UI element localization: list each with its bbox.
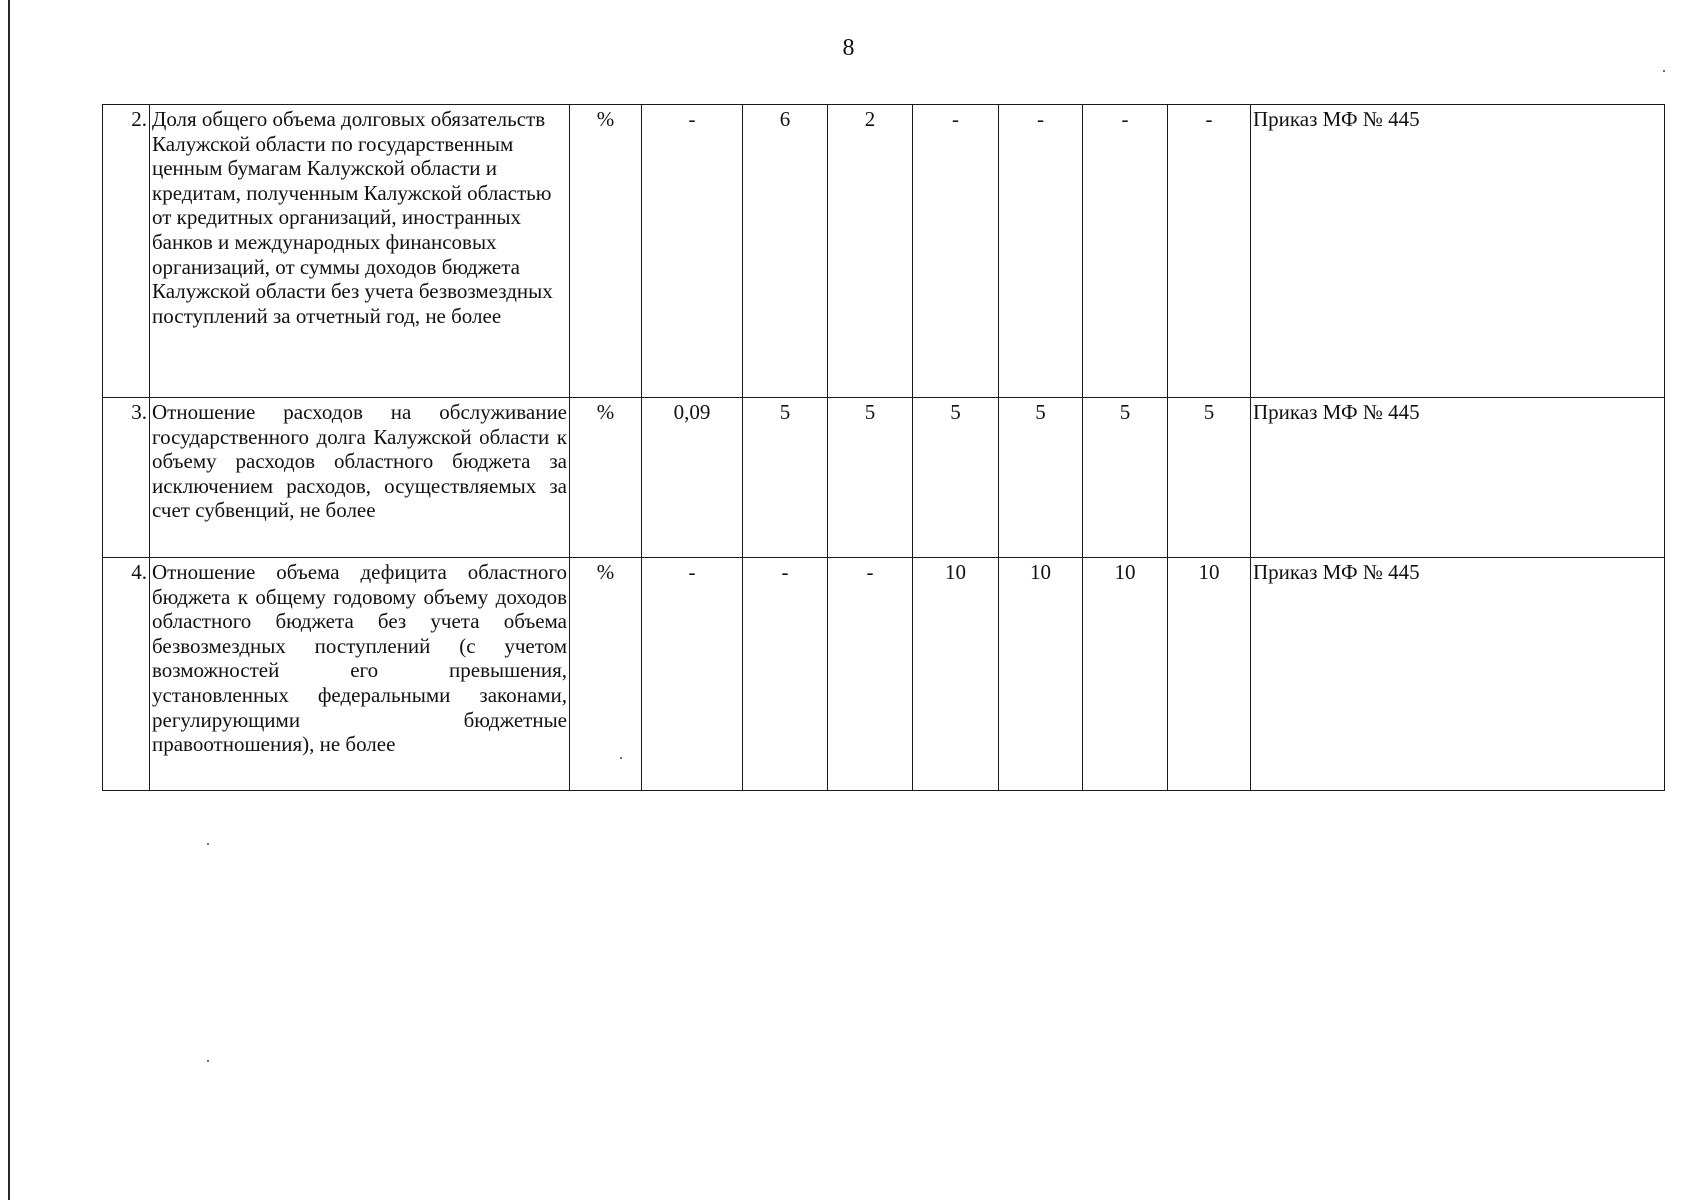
value-cell: 10 (999, 558, 1083, 791)
value-cell: - (743, 558, 828, 791)
value-cell: - (1168, 105, 1251, 398)
value-cell: 5 (743, 398, 828, 558)
value-cell: 5 (913, 398, 999, 558)
value-cell: 0,09 (642, 398, 743, 558)
value-cell: 6 (743, 105, 828, 398)
unit-cell: % (570, 558, 642, 791)
scan-margin-line (8, 0, 10, 1200)
value-cell: 5 (999, 398, 1083, 558)
unit-cell: % (570, 105, 642, 398)
value-cell: 5 (1168, 398, 1251, 558)
unit-cell: % (570, 398, 642, 558)
value-cell: 5 (828, 398, 913, 558)
table-row (103, 558, 1665, 791)
page-number: 8 (842, 35, 855, 61)
value-cell: 10 (913, 558, 999, 791)
source-cell: Приказ МФ № 445 (1251, 105, 1665, 398)
source-cell: Приказ МФ № 445 (1251, 398, 1665, 558)
value-cell: 10 (1168, 558, 1251, 791)
value-cell: - (1083, 105, 1168, 398)
value-cell: 2 (828, 105, 913, 398)
source-cell: Приказ МФ № 445 (1251, 558, 1665, 791)
value-cell: - (642, 558, 743, 791)
value-cell: 5 (1083, 398, 1168, 558)
value-cell: - (642, 105, 743, 398)
scan-speck (207, 1060, 209, 1062)
scan-speck (207, 843, 209, 845)
row-number: 2. (103, 105, 150, 398)
indicator-description: Доля общего объема долговых обязательств Калужской области по государственным ценным бумагам Калужской области и кредитам, полученным Калужской областью от кредитных организаций, иностранных банков и международных финансовых организаций, от суммы доходов бюджета Калужской области без учета безвозмездных поступлений за отчетный год, не более (150, 105, 570, 398)
table-row (103, 105, 1665, 398)
indicator-description: Отношение расходов на обслуживание государственного долга Калужской области к объему расходов областного бюджета за исключением расходов, осуществляемых за счет субвенций, не более (150, 398, 570, 558)
table-row (103, 398, 1665, 558)
row-number: 3. (103, 398, 150, 558)
value-cell: - (828, 558, 913, 791)
scan-speck (1663, 70, 1665, 72)
row-number: 4. (103, 558, 150, 791)
indicators-table (102, 104, 1665, 791)
value-cell: - (999, 105, 1083, 398)
value-cell: - (913, 105, 999, 398)
indicator-description: Отношение объема дефицита областного бюджета к общему годовому объему доходов областного бюджета без учета объема безвозмездных поступлений (с учетом возможностей его превышения, установленных федеральными законами, регулирующими бюджетные правоотношения), не более (150, 558, 570, 791)
value-cell: 10 (1083, 558, 1168, 791)
